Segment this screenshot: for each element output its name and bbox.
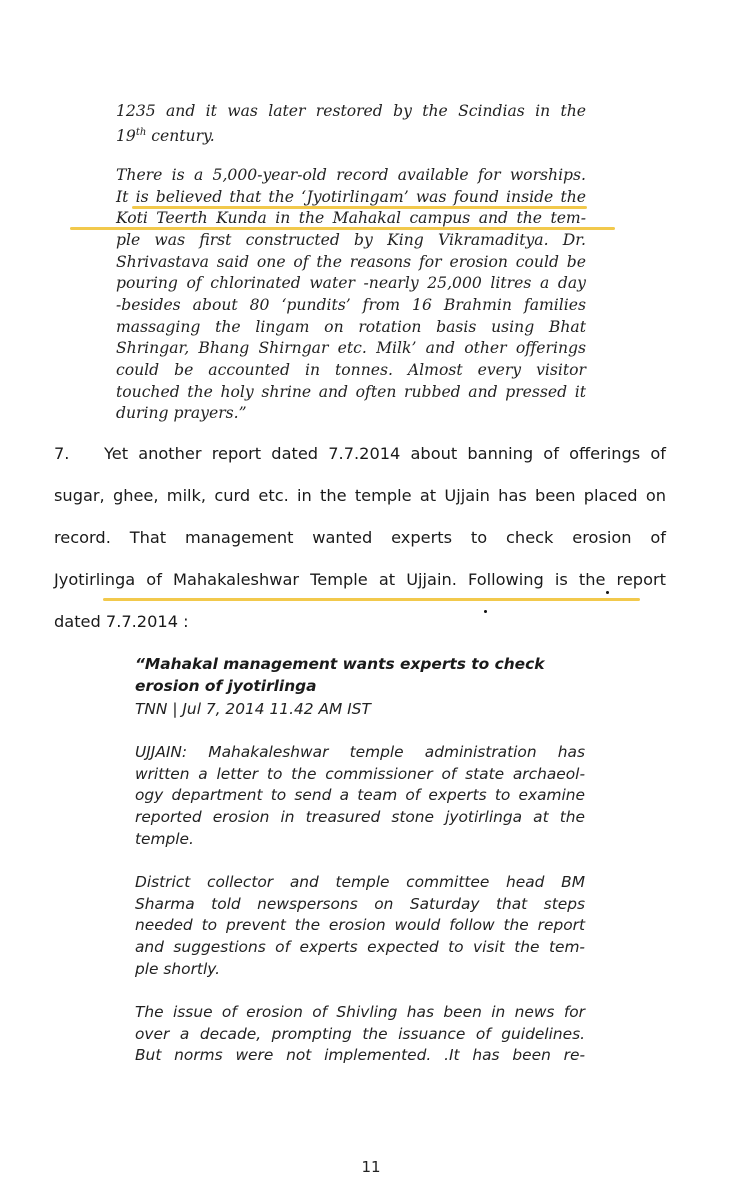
news-line: The issue of erosion of Shivling has been in news for [135, 1003, 585, 1021]
highlight-underline [70, 227, 615, 230]
news-line: and suggestions of experts expected to visit the tem- [135, 938, 585, 956]
news-line: Sharma told newspersons on Saturday that steps [135, 895, 585, 913]
news-line: UJJAIN: Mahakaleshwar temple administration has [135, 743, 585, 761]
paragraph-line: 7. Yet another report dated 7.7.2014 about banning of offerings of [54, 442, 666, 466]
paragraph-line: dated 7.7.2014 : [54, 612, 189, 631]
quote-line: -besides about 80 ‘pundits’ from 16 Brahmin families [116, 296, 586, 314]
page-number: 11 [361, 1158, 381, 1176]
quote-line: 1235 and it was later restored by the Scindias in the [116, 102, 586, 120]
news-line: But norms were not implemented. .It has been re- [135, 1046, 585, 1064]
quote-line: Koti Teerth Kunda in the Mahakal campus and the tem- [116, 209, 586, 227]
news-byline: TNN | Jul 7, 2014 11.42 AM IST [135, 700, 371, 718]
quote-line: There is a 5,000-year-old record available for worships. [116, 166, 586, 184]
paragraph-line: Jyotirlinga of Mahakaleshwar Temple at Ujjain. Following is the report [54, 570, 666, 589]
paragraph-line: record. That management wanted experts to check erosion of [54, 528, 666, 547]
quote-line: touched the holy shrine and often rubbed and pressed it [116, 383, 586, 401]
quote-line: pouring of chlorinated water -nearly 25,000 litres a day [116, 274, 586, 292]
quote-line: massaging the lingam on rotation basis using Bhat [116, 318, 586, 336]
paragraph-line: sugar, ghee, milk, curd etc. in the temple at Ujjain has been placed on [54, 486, 666, 505]
news-line: needed to prevent the erosion would follow the report [135, 916, 585, 934]
news-line: over a decade, prompting the issuance of guidelines. [135, 1025, 585, 1043]
news-line: District collector and temple committee head BM [135, 873, 585, 891]
paragraph-number: 7. [54, 444, 70, 463]
news-headline: “Mahakal management wants experts to check [135, 655, 545, 673]
ink-dot [484, 610, 487, 613]
news-line: ple shortly. [135, 960, 221, 978]
news-line: written a letter to the commissioner of state archaeol- [135, 765, 585, 783]
quote-line: It is believed that the ‘Jyotirlingam’ was found inside the [116, 188, 586, 206]
news-headline: erosion of jyotirlinga [135, 677, 317, 695]
highlight-underline [103, 598, 640, 601]
highlight-underline [132, 206, 587, 209]
quote-line: ple was first constructed by King Vikramaditya. Dr. [116, 231, 586, 249]
quote-line-century: 19th century. [116, 127, 215, 145]
quote-line: Shringar, Bhang Shirngar etc. Milk’ and other offerings [116, 339, 586, 357]
quote-line: during prayers.” [116, 404, 247, 422]
quote-line: Shrivastava said one of the reasons for erosion could be [116, 253, 586, 271]
news-line: ogy department to send a team of experts to examine [135, 786, 585, 804]
news-line: temple. [135, 830, 194, 848]
quote-line: could be accounted in tonnes. Almost every visitor [116, 361, 586, 379]
news-line: reported erosion in treasured stone jyotirlinga at the [135, 808, 585, 826]
ink-dot [606, 591, 609, 594]
